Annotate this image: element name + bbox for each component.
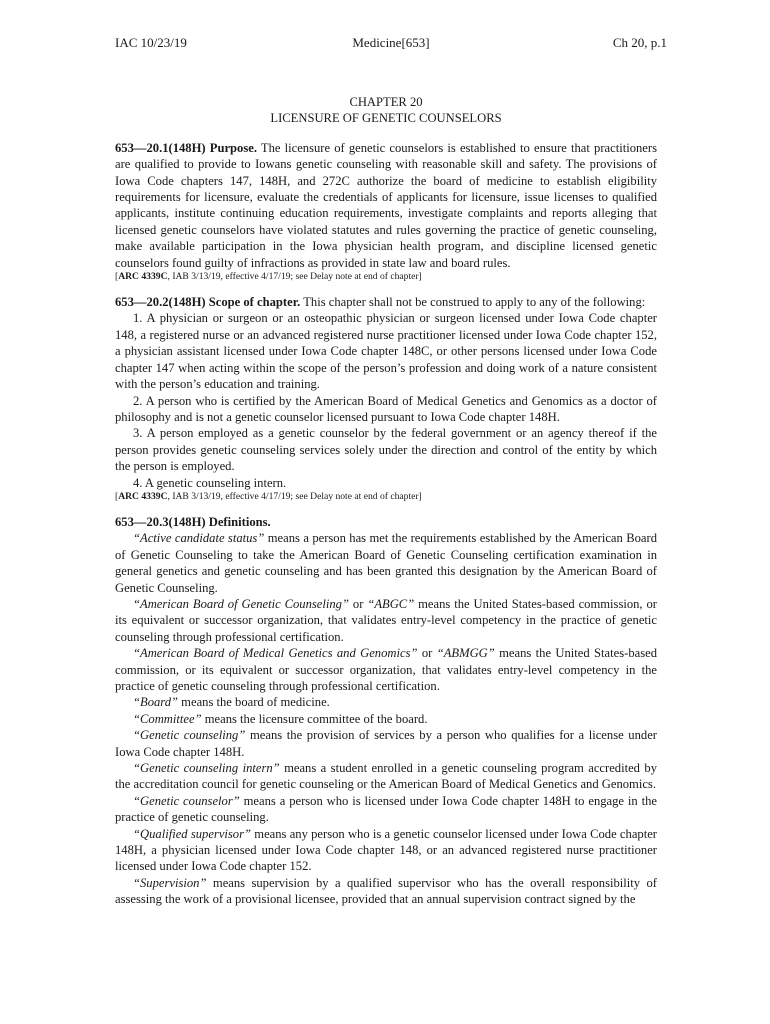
header-agency: Medicine[653]: [352, 35, 430, 50]
definition-text: means a person who is licensed under Iowa Code chapter 148H to engage in the practice of genetic counseling.: [115, 793, 657, 825]
chapter-number: CHAPTER 20: [349, 95, 423, 109]
note-bracket: [: [115, 490, 119, 502]
list-item: 2. A person who is certified by the American Board of Medical Genetics and Genomics as a doctor of philosophy and is not a genetic counselor licensed pursuant to Iowa Code chapter 148H.: [115, 393, 657, 424]
list-item: 1. A physician or surgeon or an osteopathic physician or surgeon licensed under Iowa Code chapter 148, a registered nurse or an advanced registered nurse practitioner licensed under Iowa Code chapter 152, a physician assistant licensed under Iowa Code chapter 148C, or other persons licensed under Iowa Code chapter 147 when acting within the scope of the person’s profession and doing work of a nature consistent with the person’s education and training.: [115, 311, 657, 392]
defined-term: “Board”: [133, 695, 179, 710]
defined-term: “American Board of Genetic Counseling”: [133, 596, 349, 611]
definition: [115, 793, 657, 826]
definition: [115, 645, 657, 694]
definition: [115, 727, 657, 760]
defined-term-abbrev: “ABMGG”: [436, 646, 495, 661]
note-text: , IAB 3/13/19, effective 4/17/19; see Delay note at end of chapter]: [167, 271, 422, 283]
rule-text: This chapter shall not be construed to apply to any of the following:: [300, 295, 646, 310]
definition: [115, 826, 657, 875]
header-page-ref: Ch 20, p.1: [612, 35, 667, 50]
definition: [115, 875, 657, 908]
definition-connector: or: [348, 596, 368, 611]
definition-text: means a student enrolled in a genetic counseling program accredited by the accreditation council for genetic counseling or the American Board of Medical Genetics and Genomics.: [115, 761, 657, 792]
list-item: 3. A person employed as a genetic counselor by the federal government or an agency thereof if the person provides genetic counseling services solely under the direction and control of the entity by which the person is employed.: [115, 426, 657, 474]
note-text: , IAB 3/13/19, effective 4/17/19; see Delay note at end of chapter]: [167, 490, 422, 502]
note-bracket: [: [115, 271, 119, 283]
rule-number: 653—20.3(148H) Definitions.: [115, 514, 271, 529]
definition-connector: or: [417, 646, 437, 661]
defined-term: “Genetic counseling intern”: [133, 761, 280, 776]
chapter-title: LICENSURE OF GENETIC COUNSELORS: [270, 111, 502, 126]
rule-definitions: [115, 514, 657, 530]
defined-term: “Supervision”: [133, 875, 207, 890]
definition: [115, 760, 657, 793]
defined-term: “Committee”: [133, 711, 202, 726]
definition-text: means the provision of services by a person who qualifies for a license under Iowa Code chapter 148H.: [115, 728, 657, 759]
history-note: [115, 491, 657, 502]
arc-number: ARC 4339C: [118, 271, 168, 283]
rule-number: 653—20.1(148H) Purpose.: [115, 140, 257, 155]
definition-text: means the board of medicine.: [178, 695, 330, 710]
history-note: [115, 271, 657, 282]
definition: [115, 596, 657, 645]
definition: [115, 694, 657, 710]
definition-text: means any person who is a genetic counselor licensed under Iowa Code chapter 148H, a physician licensed under Iowa Code chapter 148, or an advanced registered nurse practitioner licensed under Iowa Code chapter 152.: [115, 826, 657, 874]
definition: [115, 711, 657, 727]
rule-purpose: [115, 140, 657, 271]
rule-text: The licensure of genetic counselors is established to ensure that practitioners are qualified to provide to Iowans genetic counseling with reasonable skill and safety. The provisions of Iowa Code chapters 147, 148H, and 272C authorize the board of medicine to establish eligibility requirements for licensure, evaluate the credentials of applicants for licensure, issue licenses to qualified applicants, institute continuing education requirements, investigate complaints and reports alleging that licensed genetic counselors have violated statutes and rules governing the practice of genetic counseling, make available participation in the Iowa physician health program, and discipline licensed genetic counselors found guilty of infractions as provided in state law and board rules.: [115, 140, 657, 270]
defined-term: “Active candidate status”: [133, 531, 265, 546]
rule-scope: [115, 294, 657, 310]
defined-term: “Qualified supervisor”: [133, 826, 252, 841]
definition-text: means a person has met the requirements established by the American Board of Genetic Counseling to take the American Board of Genetic Counseling certification examination in general genetics and genetic counseling and has been granted this designation by the American Board of Genetic Counseling.: [115, 531, 657, 595]
definition-text: means supervision by a qualified supervisor who has the overall responsibility of assessing the work of a provisional licensee, provided that an annual supervision contract signed by the: [115, 875, 657, 907]
definition-text: means the United States-based commission, or its equivalent or successor organization, that validates entry-level competency in the practice of genetic counseling through professional certification.: [115, 596, 657, 644]
defined-term: “Genetic counselor”: [133, 793, 240, 808]
header-date: IAC 10/23/19: [115, 35, 187, 50]
defined-term-abbrev: “ABGC”: [367, 596, 415, 611]
definition-text: means the licensure committee of the board.: [201, 711, 428, 726]
list-item: 4. A genetic counseling intern.: [133, 475, 287, 490]
document-body: [115, 94, 657, 908]
rule-number: 653—20.2(148H) Scope of chapter.: [115, 295, 301, 310]
definition: [115, 530, 657, 596]
definition-text: means the United States-based commission, or its equivalent or successor organization, that validates entry-level competency in the practice of genetic counseling through professional certification.: [115, 646, 657, 693]
defined-term: “Genetic counseling”: [133, 728, 246, 743]
arc-number: ARC 4339C: [118, 490, 168, 502]
defined-term: “American Board of Medical Genetics and Genomics”: [133, 646, 418, 661]
